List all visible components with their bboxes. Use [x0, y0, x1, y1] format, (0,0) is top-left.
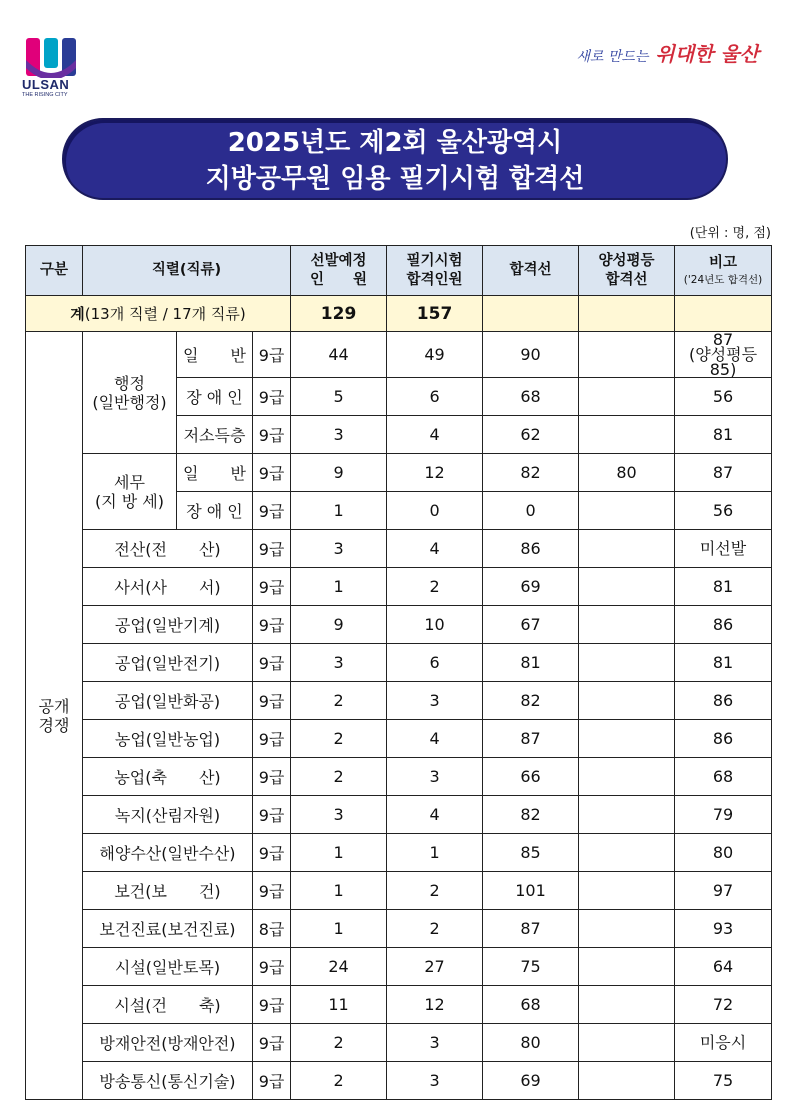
grade-level: 9급 — [253, 682, 291, 720]
cutoff-score: 87 — [483, 910, 579, 948]
table-row — [26, 568, 772, 606]
prev-year-note: 68 — [675, 758, 772, 796]
group-label-open-competition: 공개 경쟁 — [26, 332, 83, 1100]
cutoff-score: 80 — [483, 1024, 579, 1062]
planned-count: 24 — [291, 948, 387, 986]
planned-count: 3 — [291, 530, 387, 568]
passed-count: 4 — [387, 720, 483, 758]
total-equality — [579, 296, 675, 332]
equality-cutoff — [579, 872, 675, 910]
logo-subtitle: THE RISING CITY — [22, 92, 68, 98]
col-note — [675, 246, 772, 296]
job-name: 방재안전(방재안전) — [83, 1024, 253, 1062]
table-row — [26, 986, 772, 1024]
table-row — [26, 796, 772, 834]
planned-count: 5 — [291, 378, 387, 416]
col-cutoff: 합격선 — [483, 246, 579, 296]
table-row — [26, 872, 772, 910]
job-name: 전산(전 산) — [83, 530, 253, 568]
prev-year-note: 86 — [675, 682, 772, 720]
planned-count: 1 — [291, 910, 387, 948]
equality-cutoff — [579, 492, 675, 530]
total-cutoff — [483, 296, 579, 332]
col-passed-2: 합격인원 — [406, 271, 463, 288]
passed-count: 4 — [387, 796, 483, 834]
equality-cutoff: 80 — [579, 454, 675, 492]
prev-year-note: 80 — [675, 834, 772, 872]
slogan-part-3: 울산 — [720, 42, 759, 66]
total-label-rest: (13개 직렬 / 17개 직류) — [84, 305, 246, 323]
col-planned-2: 인 원 — [310, 271, 368, 288]
equality-cutoff — [579, 948, 675, 986]
passed-count: 3 — [387, 758, 483, 796]
passed-count: 10 — [387, 606, 483, 644]
table-row — [26, 948, 772, 986]
job-name: 방송통신(통신기술) — [83, 1062, 253, 1100]
job-name: 보건진료(보건진료) — [83, 910, 253, 948]
planned-count: 3 — [291, 796, 387, 834]
passed-count: 2 — [387, 910, 483, 948]
passed-count: 2 — [387, 872, 483, 910]
prev-year-note: 56 — [675, 492, 772, 530]
col-equality — [579, 246, 675, 296]
equality-cutoff — [579, 834, 675, 872]
table-row — [26, 682, 772, 720]
slogan-part-2: 위대한 — [655, 42, 714, 66]
prev-year-note: 87 — [675, 454, 772, 492]
equality-cutoff — [579, 332, 675, 378]
prev-year-note: 86 — [675, 606, 772, 644]
grade-level: 9급 — [253, 644, 291, 682]
table-row — [26, 454, 772, 492]
passed-count: 0 — [387, 492, 483, 530]
job-name: 보건(보 건) — [83, 872, 253, 910]
cutoff-score: 68 — [483, 986, 579, 1024]
planned-count: 1 — [291, 568, 387, 606]
grade-level: 9급 — [253, 378, 291, 416]
job-subtype: 일 반 — [177, 454, 253, 492]
passed-count: 12 — [387, 454, 483, 492]
planned-count: 9 — [291, 454, 387, 492]
cutoff-score: 82 — [483, 796, 579, 834]
prev-year-note: 87 (양성평등 85) — [675, 332, 772, 378]
prev-year-note: 81 — [675, 416, 772, 454]
planned-count: 1 — [291, 834, 387, 872]
passed-count: 1 — [387, 834, 483, 872]
equality-cutoff — [579, 416, 675, 454]
planned-count: 1 — [291, 872, 387, 910]
passed-count: 3 — [387, 1024, 483, 1062]
cutoff-score: 90 — [483, 332, 579, 378]
table-row — [26, 720, 772, 758]
table-row — [26, 1024, 772, 1062]
col-passed-1: 필기시험 — [406, 252, 463, 269]
passed-count: 3 — [387, 682, 483, 720]
title-line-2: 지방공무원 임용 필기시험 합격선 — [205, 164, 585, 194]
table-row — [26, 644, 772, 682]
col-passed — [387, 246, 483, 296]
prev-year-note: 79 — [675, 796, 772, 834]
cutoff-score: 0 — [483, 492, 579, 530]
job-subtype: 저소득층 — [177, 416, 253, 454]
planned-count: 2 — [291, 682, 387, 720]
planned-count: 2 — [291, 1024, 387, 1062]
prev-year-note: 75 — [675, 1062, 772, 1100]
table-row — [26, 910, 772, 948]
job-name: 공업(일반화공) — [83, 682, 253, 720]
planned-count: 2 — [291, 720, 387, 758]
grade-level: 9급 — [253, 606, 291, 644]
planned-count: 1 — [291, 492, 387, 530]
passed-count: 2 — [387, 568, 483, 606]
header-row — [26, 246, 772, 296]
col-equality-2: 합격선 — [605, 271, 648, 288]
table-row — [26, 332, 772, 378]
grade-level: 9급 — [253, 568, 291, 606]
grade-level: 9급 — [253, 530, 291, 568]
prev-year-note: 미응시 — [675, 1024, 772, 1062]
prev-year-note: 미선발 — [675, 530, 772, 568]
prev-year-note: 72 — [675, 986, 772, 1024]
cutoff-score: 68 — [483, 378, 579, 416]
grade-level: 9급 — [253, 948, 291, 986]
job-subtype: 장 애 인 — [177, 378, 253, 416]
results-table — [25, 245, 772, 1100]
planned-count: 9 — [291, 606, 387, 644]
cutoff-score: 82 — [483, 682, 579, 720]
cutoff-score: 101 — [483, 872, 579, 910]
total-note — [675, 296, 772, 332]
table-row — [26, 606, 772, 644]
grade-level: 9급 — [253, 796, 291, 834]
total-row — [26, 296, 772, 332]
grade-level: 9급 — [253, 758, 291, 796]
equality-cutoff — [579, 682, 675, 720]
job-name: 공업(일반전기) — [83, 644, 253, 682]
planned-count: 3 — [291, 644, 387, 682]
cutoff-score: 66 — [483, 758, 579, 796]
job-name: 농업(일반농업) — [83, 720, 253, 758]
col-job: 직렬(직류) — [83, 246, 291, 296]
passed-count: 6 — [387, 378, 483, 416]
job-name: 해양수산(일반수산) — [83, 834, 253, 872]
equality-cutoff — [579, 568, 675, 606]
table-row — [26, 758, 772, 796]
grade-level: 9급 — [253, 416, 291, 454]
grade-level: 9급 — [253, 986, 291, 1024]
passed-count: 49 — [387, 332, 483, 378]
equality-cutoff — [579, 1024, 675, 1062]
passed-count: 6 — [387, 644, 483, 682]
equality-cutoff — [579, 986, 675, 1024]
prev-year-note: 56 — [675, 378, 772, 416]
col-planned — [291, 246, 387, 296]
total-label-bold: 계 — [70, 305, 85, 323]
cutoff-score: 69 — [483, 568, 579, 606]
job-name: 녹지(산림자원) — [83, 796, 253, 834]
passed-count: 4 — [387, 530, 483, 568]
total-passed: 157 — [387, 296, 483, 332]
table-row — [26, 530, 772, 568]
prev-year-note: 64 — [675, 948, 772, 986]
job-subtype: 일 반 — [177, 332, 253, 378]
grade-level: 9급 — [253, 332, 291, 378]
table-row — [26, 1062, 772, 1100]
total-label — [26, 296, 291, 332]
passed-count: 3 — [387, 1062, 483, 1100]
grade-level: 9급 — [253, 872, 291, 910]
grade-level: 8급 — [253, 910, 291, 948]
equality-cutoff — [579, 720, 675, 758]
job-name: 시설(일반토목) — [83, 948, 253, 986]
title-banner — [62, 118, 728, 200]
title-line-1: 2025년도 제2회 울산광역시 — [227, 128, 563, 158]
subgroup-admin: 행정 (일반행정) — [83, 332, 177, 454]
grade-level: 9급 — [253, 1024, 291, 1062]
grade-level: 9급 — [253, 454, 291, 492]
grade-level: 9급 — [253, 1062, 291, 1100]
job-name: 공업(일반기계) — [83, 606, 253, 644]
prev-year-note: 97 — [675, 872, 772, 910]
col-planned-1: 선발예정 — [310, 252, 367, 269]
prev-year-note: 81 — [675, 568, 772, 606]
prev-year-note: 93 — [675, 910, 772, 948]
passed-count: 4 — [387, 416, 483, 454]
cutoff-score: 75 — [483, 948, 579, 986]
planned-count: 3 — [291, 416, 387, 454]
job-subtype: 장 애 인 — [177, 492, 253, 530]
cutoff-score: 86 — [483, 530, 579, 568]
logo-text: ULSAN — [22, 77, 70, 92]
city-slogan — [576, 38, 759, 67]
grade-level: 9급 — [253, 834, 291, 872]
equality-cutoff — [579, 530, 675, 568]
prev-year-note: 81 — [675, 644, 772, 682]
col-equality-1: 양성평등 — [598, 252, 655, 269]
cutoff-score: 81 — [483, 644, 579, 682]
unit-note: (단위 : 명, 점) — [689, 226, 771, 241]
prev-year-note: 86 — [675, 720, 772, 758]
grade-level: 9급 — [253, 720, 291, 758]
cutoff-score: 82 — [483, 454, 579, 492]
grade-level: 9급 — [253, 492, 291, 530]
planned-count: 2 — [291, 758, 387, 796]
cutoff-score: 67 — [483, 606, 579, 644]
col-note-2: ('24년도 합격선) — [683, 274, 763, 286]
passed-count: 12 — [387, 986, 483, 1024]
equality-cutoff — [579, 796, 675, 834]
job-name: 농업(축 산) — [83, 758, 253, 796]
cutoff-score: 62 — [483, 416, 579, 454]
cutoff-score: 87 — [483, 720, 579, 758]
total-planned: 129 — [291, 296, 387, 332]
col-note-1: 비고 — [709, 255, 738, 271]
equality-cutoff — [579, 606, 675, 644]
equality-cutoff — [579, 644, 675, 682]
slogan-part-1: 새로 만드는 — [576, 49, 649, 65]
passed-count: 27 — [387, 948, 483, 986]
table-row — [26, 834, 772, 872]
equality-cutoff — [579, 758, 675, 796]
equality-cutoff — [579, 910, 675, 948]
planned-count: 11 — [291, 986, 387, 1024]
planned-count: 44 — [291, 332, 387, 378]
col-category: 구분 — [26, 246, 83, 296]
cutoff-score: 85 — [483, 834, 579, 872]
planned-count: 2 — [291, 1062, 387, 1100]
equality-cutoff — [579, 1062, 675, 1100]
job-name: 시설(건 축) — [83, 986, 253, 1024]
job-name: 사서(사 서) — [83, 568, 253, 606]
equality-cutoff — [579, 378, 675, 416]
subgroup-tax: 세무 (지 방 세) — [83, 454, 177, 530]
cutoff-score: 69 — [483, 1062, 579, 1100]
